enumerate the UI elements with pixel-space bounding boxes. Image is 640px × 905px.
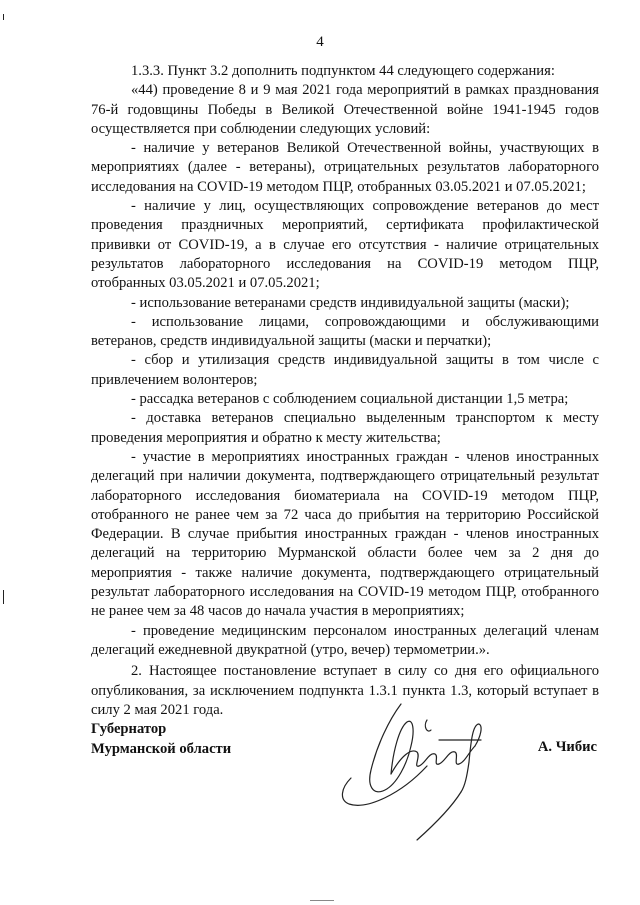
signature-block [91, 720, 599, 870]
page-number: 4 [316, 34, 324, 50]
paragraph-condition-seating: - рассадка ветеранов с соблюдением социальной дистанции 1,5 метра; [131, 391, 569, 408]
paragraph-condition-ppe-escorts: - использование лицами, сопровождающими и обслуживающими ветеранов, средств индивидуальной защиты (маски и перчатки); [91, 313, 599, 350]
document-body [91, 62, 599, 720]
paragraph-condition-thermometry: - проведение медицинским персоналом иностранных делегаций членам делегаций ежедневной двукратной (утро, вечер) термометрии.». [91, 622, 599, 658]
paragraph-condition-ppe-disposal: - сбор и утилизация средств индивидуальной защиты в том числе с привлечением волонтеров; [91, 352, 599, 388]
paragraph-condition-escorts: - наличие у лиц, осуществляющих сопровождение ветеранов до мест проведения праздничных мероприятий, сертификата профилактической прививки от COVID-19, а в случае его отсутствия - наличие отрицательных результатов лабораторного исследования на COVID-19 методом ПЦР, отобранных 03.05.2021 и 07.05.2021; [91, 198, 599, 292]
signer-title [91, 720, 231, 759]
scan-margin-mark-middle [3, 590, 4, 604]
handwritten-signature [331, 700, 511, 845]
paragraph-condition-transport: - доставка ветеранов специально выделенным транспортом к месту проведения мероприятия и обратно к месту жительства; [91, 410, 599, 446]
paragraph-effective-date: 2. Настоящее постановление вступает в силу со дня его официального опубликования, за исключением подпункта 1.3.1 пункта 1.3, который вступает в силу 2 мая 2021 года. [91, 663, 599, 718]
scan-margin-mark-top [3, 14, 4, 20]
signer-title-line-1: Губернатор [91, 721, 167, 737]
page-bottom-mark [310, 900, 334, 901]
paragraph-condition-foreign-delegations: - участие в мероприятиях иностранных граждан - членов иностранных делегаций при наличии документа, подтверждающего отрицательный результат лабораторного исследования биоматериала на COVID-19 методом ПЦР, отобранного не ранее чем за 72 часа до прибытия на территорию Российской Федерации. В случае прибытия иностранных граждан - членов иностранных делегаций на территорию Мурманской области более чем за 2 дня до мероприятия - также наличие документа, подтверждающего отрицательный результат лабораторного исследования на COVID-19 методом ПЦР, отобранного не ранее чем за 48 часов до начала участия в мероприятиях; [91, 448, 599, 620]
paragraph-condition-masks: - использование ветеранами средств индивидуальной защиты (маски); [131, 294, 570, 311]
signer-name: А. Чибис [537, 739, 597, 755]
signer-title-line-2: Мурманской области [91, 740, 232, 757]
paragraph-subitem-44: «44) проведение 8 и 9 мая 2021 года мероприятий в рамках празднования 76-й годовщины Победы в Великой Отечественной войне 1941-1945 годов осуществляется при соблюдении следующих условий: [91, 82, 599, 137]
paragraph-condition-veterans-pcr: - наличие у ветеранов Великой Отечественной войны, участвующих в мероприятиях (далее - ветераны), отрицательных результатов лабораторного исследования на COVID-19 методом ПЦР, отобранных 03.05.2021 и 07.05.2021; [91, 140, 599, 195]
paragraph-amendment-intro: 1.3.3. Пункт 3.2 дополнить подпунктом 44 следующего содержания: [131, 63, 555, 79]
